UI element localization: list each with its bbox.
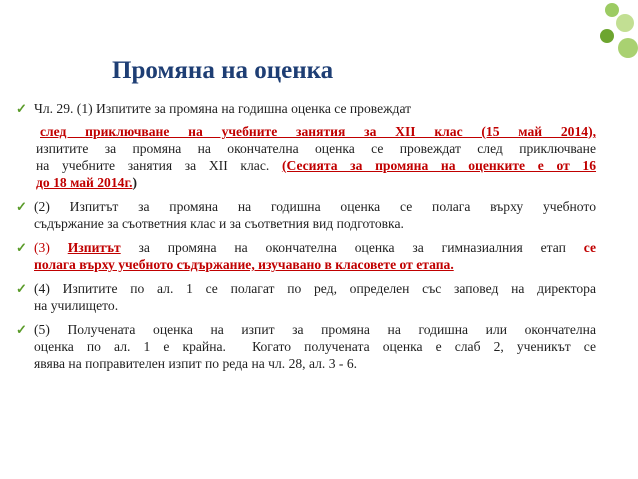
- decor-circle: [605, 3, 619, 17]
- bullet-text: (4) Изпитите по ал. 1 се полагат по ред, определен със заповед на директора: [34, 281, 596, 296]
- checkmark-icon: ✓: [16, 199, 27, 214]
- slide-title: Промяна на оценка: [112, 57, 334, 84]
- bullet-text: (5) Получената оценка на изпит за промяна на годишна или окончателна: [34, 322, 596, 337]
- decor-circle: [618, 38, 638, 58]
- bullet-text-line: на учебните занятия за XII клас. (Сесията за промяна на оценките е от 16: [36, 158, 597, 173]
- bullet-text: явява на поправителен изпит по реда на чл. 28, ал. 3 - 6.: [34, 356, 358, 371]
- highlight-text: (Сесията за промяна на оценките е от 16: [281, 158, 597, 173]
- bullet-item: [16, 100, 596, 117]
- highlight-text: полага върху учебното съдържание, изучавано в класовете от етапа.: [34, 257, 454, 272]
- highlight-text: Изпитът: [67, 240, 121, 255]
- checkmark-icon: ✓: [16, 281, 27, 296]
- highlight-text: се: [583, 240, 596, 255]
- bullet-text: (2) Изпитът за промяна на годишна оценка се полага върху учебното: [34, 199, 596, 214]
- slide-content: [16, 100, 596, 379]
- bullet-item: [16, 321, 596, 372]
- bullet-text-line: (3) Изпитът за промяна на окончателна оценка за гимназиалния етап се: [34, 240, 596, 255]
- bullet-text-line: до 18 май 2014г.): [36, 175, 138, 190]
- decor-circle: [600, 29, 614, 43]
- bullet-item: [16, 239, 596, 273]
- bullet-continuation: [16, 123, 596, 191]
- bullet-text: изпитите за промяна на окончателна оценка се провеждат след приключване: [36, 141, 596, 156]
- checkmark-icon: ✓: [16, 240, 27, 255]
- checkmark-icon: ✓: [16, 101, 27, 116]
- bullet-text: на училището.: [34, 298, 119, 313]
- highlight-text: след приключване на учебните занятия за XII клас (15 май 2014),: [40, 124, 596, 139]
- checkmark-icon: ✓: [16, 322, 27, 337]
- bullet-item: [16, 198, 596, 232]
- decor-circle: [616, 14, 634, 32]
- bullet-text: Чл. 29. (1) Изпитите за промяна на годишна оценка се провеждат: [34, 101, 412, 116]
- bullet-item: [16, 280, 596, 314]
- highlight-text: до 18 май 2014г.: [36, 175, 133, 190]
- bullet-text: съдържание за съответния клас и за съответния вид подготовка.: [34, 216, 404, 231]
- bullet-text: оценка по ал. 1 е крайна. Когато получената оценка е слаб 2, ученикът се: [34, 339, 596, 354]
